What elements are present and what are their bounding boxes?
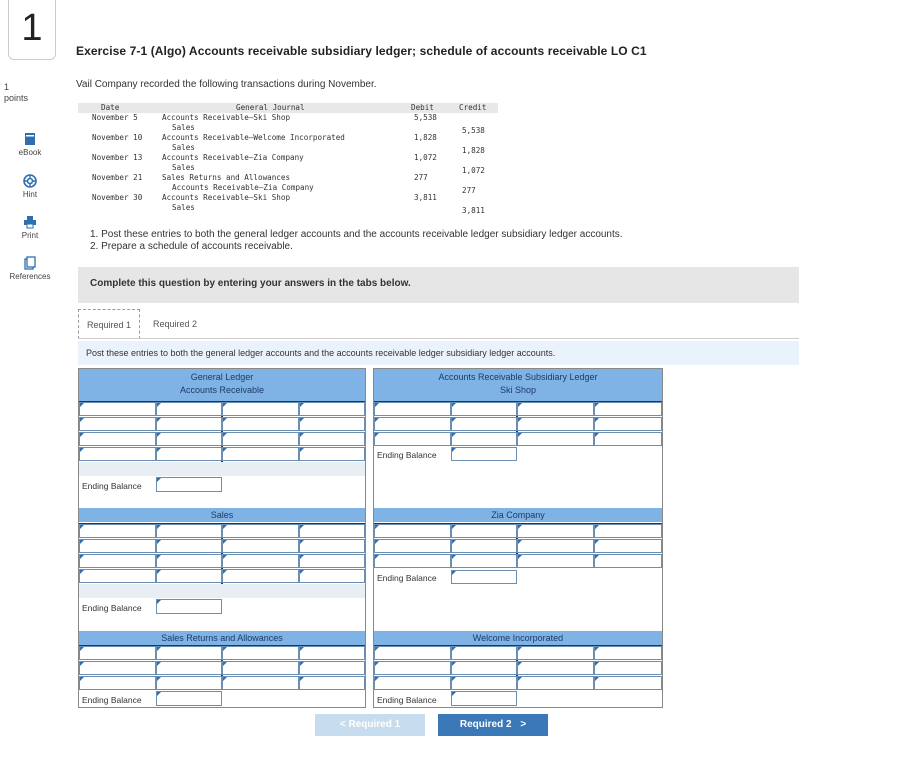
sidebar-item-ebook[interactable] bbox=[0, 132, 60, 157]
gl-returns-header bbox=[79, 631, 365, 645]
gl-ar-cell-r3-c0[interactable] bbox=[79, 447, 156, 461]
gl-sales-cell-r0-c1[interactable] bbox=[156, 524, 222, 538]
sl-ski-cell-r2-c2[interactable] bbox=[517, 432, 594, 446]
sl-ski-cell-r1-c3[interactable] bbox=[594, 417, 662, 431]
journal-credit: 5,538 bbox=[462, 126, 485, 135]
exercise-intro: Vail Company recorded the following transactions during November. bbox=[76, 79, 377, 90]
points-value: 1 bbox=[4, 82, 10, 92]
journal-header-date: Date bbox=[101, 103, 120, 112]
ledger-spacer-row bbox=[79, 584, 365, 598]
gl-sales-ending-balance-label: Ending Balance bbox=[82, 603, 142, 613]
gl-sales-cell-r1-c3[interactable] bbox=[299, 539, 365, 553]
gl-sales-cell-r2-c0[interactable] bbox=[79, 554, 156, 568]
journal-account: Sales bbox=[172, 203, 195, 212]
journal-date: November 13 bbox=[92, 153, 143, 162]
chevron-right-icon: > bbox=[520, 719, 527, 730]
tab-required-1[interactable]: Required 1 bbox=[78, 309, 140, 339]
references-icon bbox=[23, 256, 37, 270]
gl-sales-cell-r3-c0[interactable] bbox=[79, 569, 156, 583]
sl-zia-ending-balance-label: Ending Balance bbox=[377, 573, 437, 583]
gl-returns-cell-r0-c0[interactable] bbox=[79, 646, 156, 660]
gl-sales-cell-r1-c2[interactable] bbox=[222, 539, 299, 553]
sl-welcome-cell-r1-c3[interactable] bbox=[594, 661, 662, 675]
sidebar-item-label: References bbox=[9, 272, 51, 281]
gl-sales-ending-balance-input[interactable] bbox=[156, 599, 222, 614]
instructions bbox=[90, 229, 623, 253]
sidebar-item-hint[interactable] bbox=[0, 174, 60, 199]
gl-ar-cell-r0-c0[interactable] bbox=[79, 402, 156, 416]
ebook-icon bbox=[23, 132, 37, 146]
journal-account: Accounts Receivable—Welcome Incorporated bbox=[162, 133, 345, 142]
gl-returns-cell-r2-c3[interactable] bbox=[299, 676, 365, 690]
sl-zia-cell-r1-c0[interactable] bbox=[374, 539, 451, 553]
sl-ski-ending-balance-input[interactable] bbox=[451, 447, 517, 461]
sl-welcome-cell-r1-c2[interactable] bbox=[517, 661, 594, 675]
sl-welcome-header bbox=[374, 631, 662, 645]
gl-ar-cell-r0-c2[interactable] bbox=[222, 402, 299, 416]
journal-header-debit: Debit bbox=[411, 103, 434, 112]
gl-sales-cell-r0-c2[interactable] bbox=[222, 524, 299, 538]
sl-zia-cell-r0-c3[interactable] bbox=[594, 524, 662, 538]
gl-sales-cell-r1-c1[interactable] bbox=[156, 539, 222, 553]
chevron-left-icon: < bbox=[339, 719, 346, 730]
sl-welcome-cell-r0-c3[interactable] bbox=[594, 646, 662, 660]
gl-returns-cell-r0-c2[interactable] bbox=[222, 646, 299, 660]
general-ledger-title: General Ledger bbox=[190, 372, 254, 382]
sl-welcome-cell-r0-c1[interactable] bbox=[451, 646, 517, 660]
sl-welcome-cell-r0-c0[interactable] bbox=[374, 646, 451, 660]
gl-returns-cell-r2-c2[interactable] bbox=[222, 676, 299, 690]
gl-sales-cell-r3-c2[interactable] bbox=[222, 569, 299, 583]
gl-ar-ending-balance-input[interactable] bbox=[156, 477, 222, 492]
sl-zia-cell-r1-c3[interactable] bbox=[594, 539, 662, 553]
complete-prompt: Complete this question by entering your answers in the tabs below. bbox=[90, 278, 411, 289]
sl-welcome-ending-balance-label: Ending Balance bbox=[377, 695, 437, 705]
subsidiary-ledger-header bbox=[374, 369, 662, 401]
gl-sales-cell-r2-c3[interactable] bbox=[299, 554, 365, 568]
journal-account: Sales bbox=[172, 123, 195, 132]
journal-debit: 5,538 bbox=[414, 113, 437, 122]
sl-zia-cell-r1-c2[interactable] bbox=[517, 539, 594, 553]
gl-ar-ending-balance-label: Ending Balance bbox=[82, 481, 142, 491]
sl-ski-cell-r0-c0[interactable] bbox=[374, 402, 451, 416]
tab-required-2[interactable]: Required 2 bbox=[153, 319, 198, 329]
sl-welcome-cell-r2-c1[interactable] bbox=[451, 676, 517, 690]
journal-account: Sales bbox=[172, 163, 195, 172]
prev-required-button[interactable] bbox=[315, 714, 425, 736]
sl-ski-cell-r1-c2[interactable] bbox=[517, 417, 594, 431]
gl-returns-cell-r2-c0[interactable] bbox=[79, 676, 156, 690]
sl-zia-ending-balance-input[interactable] bbox=[451, 570, 517, 584]
sl-welcome-cell-r2-c0[interactable] bbox=[374, 676, 451, 690]
gl-ar-cell-r2-c0[interactable] bbox=[79, 432, 156, 446]
sl-ski-cell-r2-c3[interactable] bbox=[594, 432, 662, 446]
gl-ar-cell-r1-c3[interactable] bbox=[299, 417, 365, 431]
gl-ar-cell-r1-c2[interactable] bbox=[222, 417, 299, 431]
journal-debit: 277 bbox=[414, 173, 428, 182]
gl-ar-cell-r2-c2[interactable] bbox=[222, 432, 299, 446]
sl-account-name-welcome-incorporated: Welcome Incorporated bbox=[472, 633, 564, 643]
sl-zia-cell-r0-c2[interactable] bbox=[517, 524, 594, 538]
gl-sales-cell-r0-c3[interactable] bbox=[299, 524, 365, 538]
journal-account: Sales Returns and Allowances bbox=[162, 173, 291, 182]
gl-returns-cell-r1-c0[interactable] bbox=[79, 661, 156, 675]
sl-zia-cell-r2-c2[interactable] bbox=[517, 554, 594, 568]
post-instruction-bar bbox=[78, 341, 799, 365]
next-button-label: Required 2 bbox=[459, 719, 512, 730]
print-icon bbox=[23, 215, 37, 229]
gl-ar-cell-r1-c1[interactable] bbox=[156, 417, 222, 431]
gl-returns-cell-r0-c3[interactable] bbox=[299, 646, 365, 660]
sl-ski-ending-balance-label: Ending Balance bbox=[377, 450, 437, 460]
journal-header-credit: Credit bbox=[459, 103, 487, 112]
subsidiary-ledger-title: Accounts Receivable Subsidiary Ledger bbox=[438, 372, 598, 382]
gl-sales-cell-r2-c2[interactable] bbox=[222, 554, 299, 568]
journal-account: Accounts Receivable—Ski Shop bbox=[162, 193, 291, 202]
post-instruction: Post these entries to both the general ledger accounts and the accounts receivable ledger subsidiary ledger accounts. bbox=[86, 348, 556, 358]
journal-debit: 1,072 bbox=[414, 153, 437, 162]
journal-account: Accounts Receivable—Ski Shop bbox=[162, 113, 291, 122]
gl-sales-cell-r3-c1[interactable] bbox=[156, 569, 222, 583]
next-required-button[interactable] bbox=[438, 714, 548, 736]
sl-ski-cell-r1-c0[interactable] bbox=[374, 417, 451, 431]
gl-ar-cell-r3-c1[interactable] bbox=[156, 447, 222, 461]
complete-prompt-bar bbox=[78, 267, 799, 303]
sl-ski-cell-r0-c1[interactable] bbox=[451, 402, 517, 416]
sl-ski-cell-r2-c1[interactable] bbox=[451, 432, 517, 446]
sl-ski-cell-r1-c1[interactable] bbox=[451, 417, 517, 431]
gl-returns-cell-r1-c1[interactable] bbox=[156, 661, 222, 675]
sl-zia-header bbox=[374, 508, 662, 522]
gl-returns-cell-r1-c3[interactable] bbox=[299, 661, 365, 675]
journal-debit: 1,828 bbox=[414, 133, 437, 142]
ledger-spacer-row bbox=[79, 462, 365, 476]
sidebar-item-print[interactable] bbox=[0, 215, 60, 240]
points-label: points bbox=[4, 93, 29, 103]
gl-returns-cell-r1-c2[interactable] bbox=[222, 661, 299, 675]
sl-welcome-cell-r1-c0[interactable] bbox=[374, 661, 451, 675]
exercise-title: Exercise 7-1 (Algo) Accounts receivable subsidiary ledger; schedule of accounts receivable LO C1 bbox=[76, 44, 647, 58]
journal-account: Accounts Receivable—Zia Company bbox=[172, 183, 314, 192]
sl-welcome-ending-balance-input[interactable] bbox=[451, 691, 517, 706]
gl-account-name-sales: Sales bbox=[210, 510, 234, 520]
sidebar-item-references[interactable] bbox=[0, 256, 60, 281]
gl-ar-cell-r0-c3[interactable] bbox=[299, 402, 365, 416]
sl-ski-cell-r0-c2[interactable] bbox=[517, 402, 594, 416]
journal-debit: 3,811 bbox=[414, 193, 437, 202]
gl-sales-cell-r1-c0[interactable] bbox=[79, 539, 156, 553]
gl-returns-cell-r0-c1[interactable] bbox=[156, 646, 222, 660]
journal-date: November 21 bbox=[92, 173, 143, 182]
journal-credit: 1,072 bbox=[462, 166, 485, 175]
sl-welcome-cell-r0-c2[interactable] bbox=[517, 646, 594, 660]
gl-sales-cell-r0-c0[interactable] bbox=[79, 524, 156, 538]
sl-zia-cell-r2-c0[interactable] bbox=[374, 554, 451, 568]
sl-zia-cell-r0-c0[interactable] bbox=[374, 524, 451, 538]
instruction-line-2: 2. Prepare a schedule of accounts receivable. bbox=[90, 241, 293, 252]
sl-ski-cell-r0-c3[interactable] bbox=[594, 402, 662, 416]
gl-account-name-accounts-receivable: Accounts Receivable bbox=[179, 385, 265, 395]
sidebar-item-label: eBook bbox=[18, 148, 42, 157]
gl-returns-ending-balance-input[interactable] bbox=[156, 691, 222, 706]
gl-ar-cell-r0-c1[interactable] bbox=[156, 402, 222, 416]
gl-returns-cell-r2-c1[interactable] bbox=[156, 676, 222, 690]
sl-zia-cell-r2-c1[interactable] bbox=[451, 554, 517, 568]
gl-sales-header bbox=[79, 508, 365, 522]
journal-date: November 30 bbox=[92, 193, 143, 202]
prev-button-label: Required 1 bbox=[348, 719, 401, 730]
journal-account: Accounts Receivable—Zia Company bbox=[162, 153, 304, 162]
sl-account-name-zia-company: Zia Company bbox=[491, 510, 545, 520]
sl-ski-cell-r2-c0[interactable] bbox=[374, 432, 451, 446]
instruction-line-1: 1. Post these entries to both the general ledger accounts and the accounts receivable ledger subsidiary ledger accounts. bbox=[90, 229, 623, 240]
hint-icon bbox=[23, 174, 37, 188]
gl-account-name-sales-returns: Sales Returns and Allowances bbox=[161, 633, 283, 643]
sl-zia-cell-r2-c3[interactable] bbox=[594, 554, 662, 568]
gl-ar-cell-r3-c3[interactable] bbox=[299, 447, 365, 461]
journal-header-general-journal: General Journal bbox=[236, 103, 305, 112]
journal-credit: 3,811 bbox=[462, 206, 485, 215]
general-ledger-header bbox=[79, 369, 365, 401]
journal-date: November 5 bbox=[92, 113, 138, 122]
gl-returns-ending-balance-label: Ending Balance bbox=[82, 695, 142, 705]
journal-credit: 1,828 bbox=[462, 146, 485, 155]
sl-welcome-cell-r1-c1[interactable] bbox=[451, 661, 517, 675]
sl-zia-cell-r0-c1[interactable] bbox=[451, 524, 517, 538]
sl-welcome-cell-r2-c3[interactable] bbox=[594, 676, 662, 690]
sl-account-name-ski-shop: Ski Shop bbox=[499, 385, 537, 395]
sidebar-item-label: Print bbox=[21, 231, 39, 240]
journal-date: November 10 bbox=[92, 133, 143, 142]
sl-zia-cell-r1-c1[interactable] bbox=[451, 539, 517, 553]
sl-welcome-cell-r2-c2[interactable] bbox=[517, 676, 594, 690]
gl-sales-cell-r2-c1[interactable] bbox=[156, 554, 222, 568]
gl-sales-cell-r3-c3[interactable] bbox=[299, 569, 365, 583]
gl-ar-cell-r1-c0[interactable] bbox=[79, 417, 156, 431]
gl-ar-cell-r2-c3[interactable] bbox=[299, 432, 365, 446]
gl-ar-cell-r3-c2[interactable] bbox=[222, 447, 299, 461]
journal-credit: 277 bbox=[462, 186, 476, 195]
sidebar-item-label: Hint bbox=[22, 190, 38, 199]
tab-divider bbox=[78, 338, 799, 339]
gl-ar-cell-r2-c1[interactable] bbox=[156, 432, 222, 446]
question-number: 1 bbox=[8, 0, 56, 60]
journal-account: Sales bbox=[172, 143, 195, 152]
